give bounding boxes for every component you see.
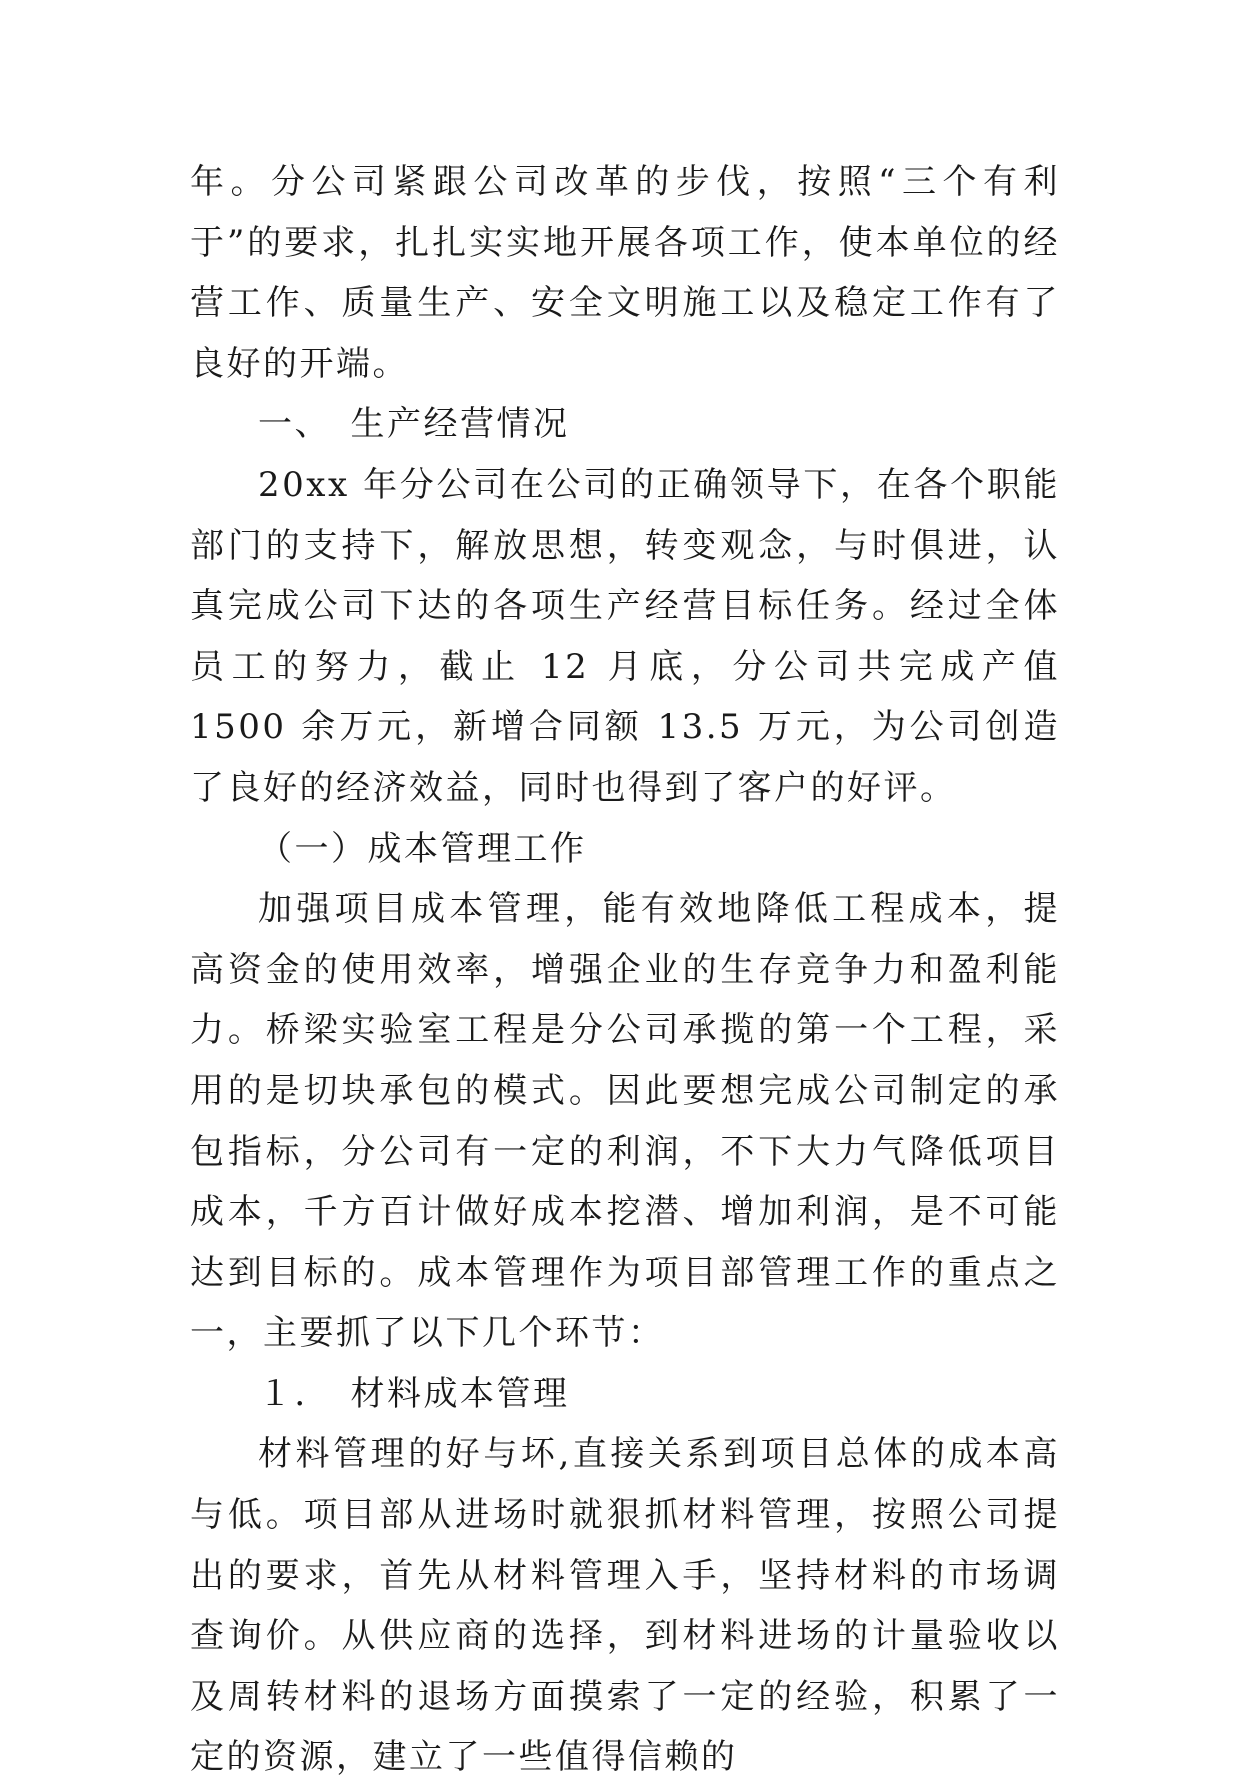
paragraph-material-management: 材料管理的好与坏,直接关系到项目总体的成本高与低。项目部从进场时就狠抓材料管理，按照公司提出的要求，首先从材料管理入手，坚持材料的市场调查询价。从供应商的选择，到材料进场的计量验收以及周转材料的退场方面摸索了一定的经验，积累了一定的资源，建立了一些值得信赖的 <box>190 1434 1060 1778</box>
section-heading-production: 一、 生产经营情况 <box>258 404 570 445</box>
paragraph-production-summary: 20xx 年分公司在公司的正确领导下，在各个职能部门的支持下，解放思想，转变观念，与时俱进，认真完成公司下达的各项生产经营目标任务。经过全体员工的努力，截止 12 月底，分公司共完成产值 1500 余万元，新增合同额 13.5 万元，为公司创造了良好的经济效益，同时也得到了客户的好评。 <box>190 464 1060 808</box>
paragraph-continuation: 年。分公司紧跟公司改革的步伐，按照“三个有利于”的要求，扎扎实实地开展各项工作，使本单位的经营工作、质量生产、安全文明施工以及稳定工作有了良好的开端。 <box>190 162 1060 384</box>
paragraph-cost-management: 加强项目成本管理，能有效地降低工程成本，提高资金的使用效率，增强企业的生存竞争力和盈利能力。桥梁实验室工程是分公司承揽的第一个工程，采用的是切块承包的模式。因此要想完成公司制定的承包指标，分公司有一定的利润，不下大力气降低项目成本，千方百计做好成本挖潜、增加利润，是不可能达到目标的。成本管理作为项目部管理工作的重点之一，主要抓了以下几个环节： <box>190 889 1060 1354</box>
document-body <box>190 152 1060 1788</box>
item-heading-material-cost: １． 材料成本管理 <box>258 1373 570 1414</box>
subsection-heading-cost: （一）成本管理工作 <box>258 828 587 869</box>
